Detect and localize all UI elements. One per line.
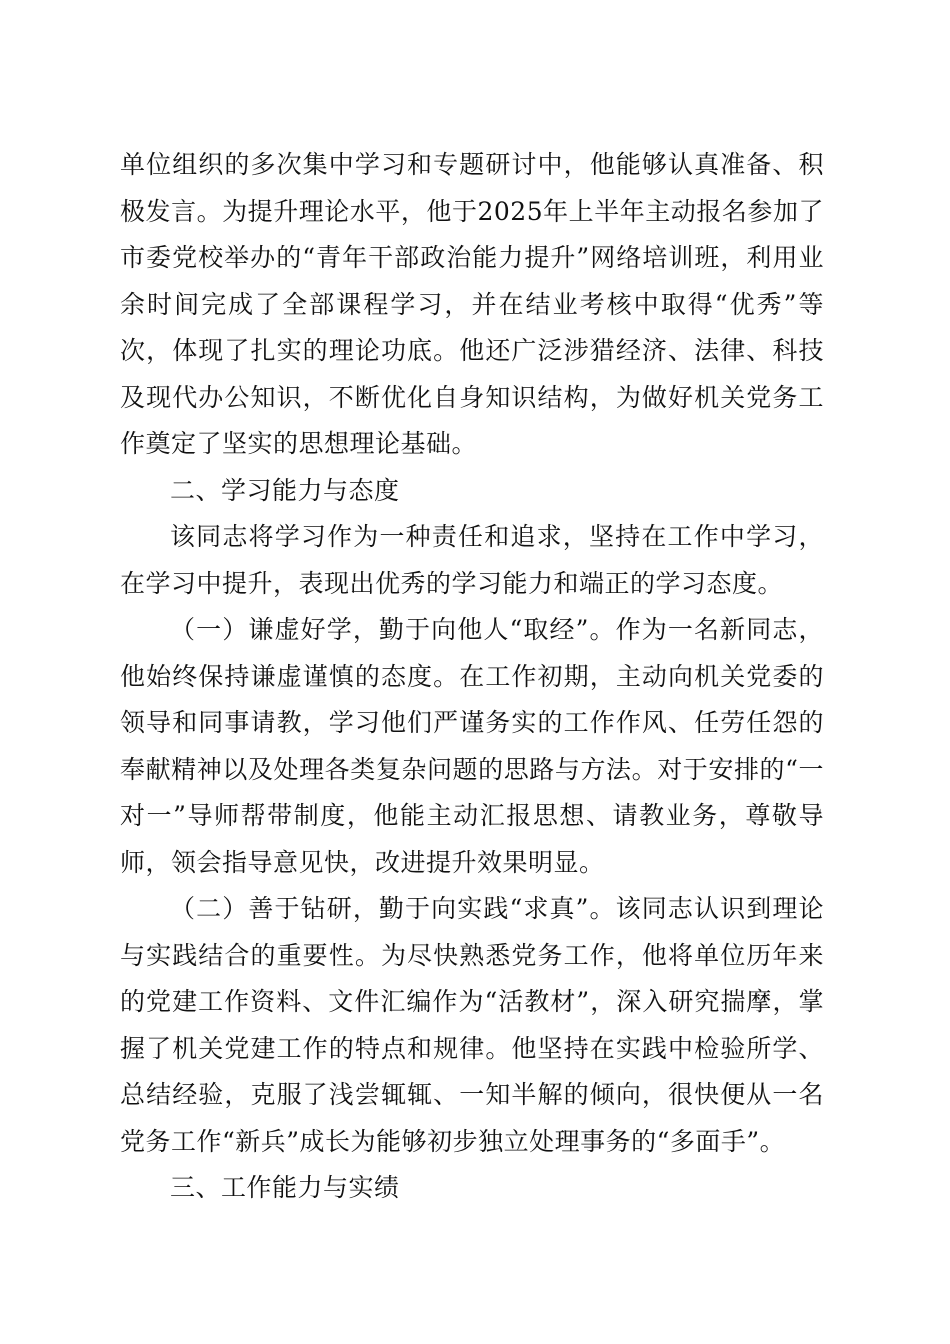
paragraph-theory-study: 单位组织的多次集中学习和专题研讨中，他能够认真准备、积极发言。为提升理论水平，他于2025年上半年主动报名参加了市委党校举办的“青年干部政治能力提升”网络培训班，利用业余时间完成了全部课程学习，并在结业考核中取得“优秀”等次，体现了扎实的理论功底。他还广泛涉猎经济、法律、科技及现代办公知识，不断优化自身知识结构，为做好机关党务工作奠定了坚实的思想理论基础。 [120,150,824,458]
document-body [120,142,824,1212]
paragraph-humble-learning: （一）谦虚好学，勤于向他人“取经”。作为一名新同志，他始终保持谦虚谨慎的态度。在工作初期，主动向机关党委的领导和同事请教，学习他们严谨务实的工作作风、任劳任怨的奉献精神以及处理各类复杂问题的思路与方法。对于安排的“一对一”导师帮带制度，他能主动汇报思想、请教业务，尊敬导师，领会指导意见快，改进提升效果明显。 [120,615,824,877]
paragraph-learning-overview: 该同志将学习作为一种责任和追求，坚持在工作中学习，在学习中提升，表现出优秀的学习能力和端正的学习态度。 [120,522,824,598]
section-heading-learning-ability: 二、学习能力与态度 [170,475,400,505]
paragraph-practice-research: （二）善于钻研，勤于向实践“求真”。该同志认识到理论与实践结合的重要性。为尽快熟悉党务工作，他将单位历年来的党建工作资料、文件汇编作为“活教材”，深入研究揣摩，掌握了机关党建工作的特点和规律。他坚持在实践中检验所学、总结经验，克服了浅尝辄辄、一知半解的倾向，很快便从一名党务工作“新兵”成长为能够初步独立处理事务的“多面手”。 [120,894,824,1156]
section-heading-work-ability: 三、工作能力与实绩 [170,1173,400,1202]
